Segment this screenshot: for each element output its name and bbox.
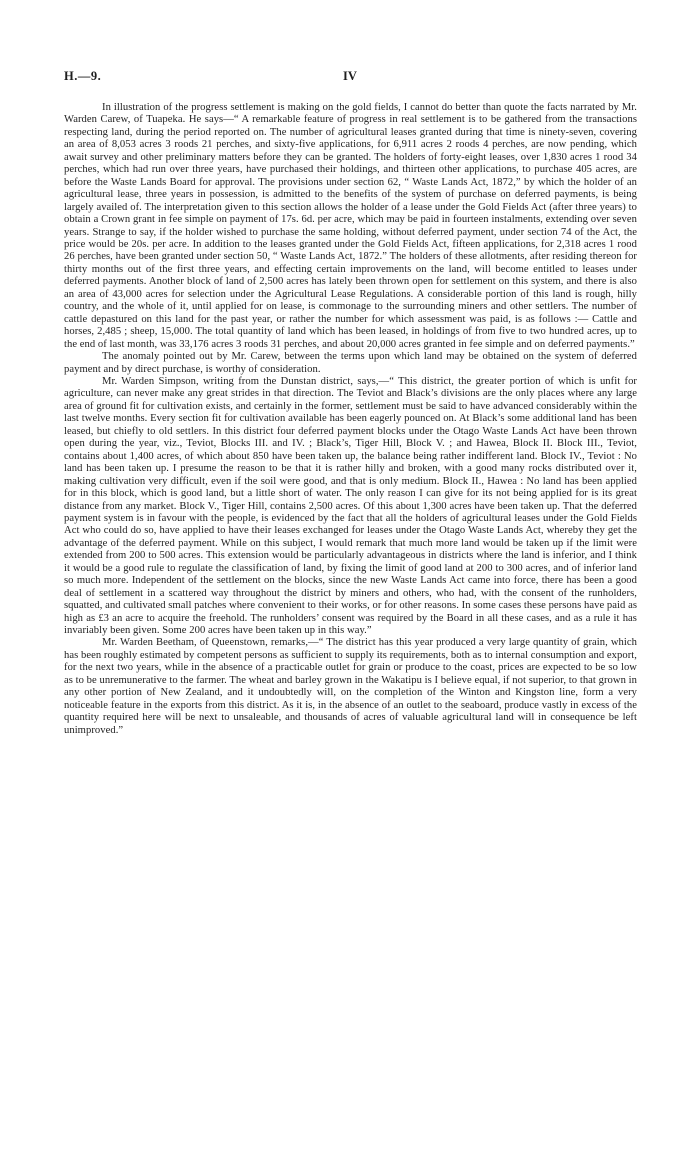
report-body	[64, 102, 637, 737]
paper-reference: H.—9.	[64, 69, 102, 83]
paragraph-anomaly-note: The anomaly pointed out by Mr. Carew, between the terms upon which land may be obtained on the system of deferred payment and by direct purchase, is worthy of consideration.	[64, 351, 637, 375]
paragraph-dunstan-report: Mr. Warden Simpson, writing from the Dunstan district, says,—“ This district, the greater portion of which is unfit for agriculture, can never make any great strides in that direction. The Teviot and Black’s divisions are the only places where any large area of ground fit for cultivation exists, and certainly in the former, settlement must be said to have advanced considerably within the last twelve months. Every section fit for cultivation available has been eagerly pounced on. At Black’s some additional land has been leased, but chiefly to old settlers. In this district four deferred payment blocks under the Otago Waste Lands Act have been thrown open during the year, viz., Teviot, Blocks III. and IV. ; Black’s, Tiger Hill, Block V. ; and Hawea, Block II. Block III., Teviot, contains about 1,400 acres, of which about 850 have been taken up, the balance being rather indifferent land. Block IV., Teviot : No land has been taken up. I presume the reason to be that it is rather hilly and broken, with a good many rocks distributed over it, making cultivation very difficult, even if the soil were good, and that is only medium. Block II., Hawea : No land has been applied for in this block, which is good land, but a little short of water. The only reason I can give for its not being applied for is its great distance from any market. Block V., Tiger Hill, contains 2,500 acres. Of this about 1,300 acres have been taken up. That the deferred payment system is in favour with the people, is evidenced by the fact that all the holders of agricultural leases under the Gold Fields Act who could do so, have applied to have their leases exchanged for leases under the Otago Waste Lands Act, whereby they get the advantage of the deferred payment. While on this subject, I would remark that much more land would be taken up if the limit were extended from 200 to 500 acres. This extension would be particularly advantageous in districts where the land is inferior, and I think it would be a good rule to regulate the classification of land, by fixing the limit of good land at 200 to 300 acres, and of inferior land so much more. Independent of the settlement on the blocks, since the new Waste Lands Act came into force, there has been a good deal of settlement in a scattered way throughout the district by miners and others, who had, with the consent of the runholders, squatted, and cultivated small patches where convenient to their works, or for other reasons. In some cases these persons have paid as high as £3 an acre to acquire the freehold. The runholders’ consent was required by the Board in all these cases, and as a rule it has invariably been given. Some 200 acres have been taken up in this way.”	[64, 375, 637, 637]
paragraph-queenstown-report: Mr. Warden Beetham, of Queenstown, remarks,—“ The district has this year produced a very large quantity of grain, which has been roughly estimated by competent persons as sufficient to supply its requirements, both as to internal consumption and export, for the next two years, while in the absence of a practicable outlet for grain or produce to the coast, prices are expected to be so low as to be unremunerative to the farmer. The wheat and barley grown in the Wakatipu is I believe equal, if not superior, to that grown in any other portion of New Zealand, and it undoubtedly will, on the completion of the Winton and Kingston line, form a very noticeable feature in the exports from this district. As it is, in the absence of an outlet to the seaboard, produce vastly in excess of the quantity required here will be next to unsaleable, and thousands of acres of valuable agricultural land will in consequence be left unimproved.”	[64, 637, 637, 736]
page-number: IV	[343, 69, 357, 83]
paragraph-tuapeka-report: In illustration of the progress settlement is making on the gold fields, I cannot do better than quote the facts narrated by Mr. Warden Carew, of Tuapeka. He says—“ A remarkable feature of progress in real settlement is to be gathered from the transactions respecting land, during the period reported on. The number of agricultural leases granted during that time is ninety-seven, covering an area of 8,053 acres 3 roods 21 perches, and sixty-five applications, for 6,911 acres 2 roods 4 perches, are now pending, which await survey and other preliminary matters before they can be granted. The holders of forty-eight leases, over 1,830 acres 1 rood 34 perches, which had run over three years, have purchased their holdings, and thirteen other applications, to purchase 405 acres, are before the Waste Lands Board for approval. The provisions under section 62, “ Waste Lands Act, 1872,” by which the holder of an agricultural lease, three years in possession, is admitted to the benefits of the system of purchase on deferred payments, is being largely availed of. The interpretation given to this section allows the holder of a lease under the Gold Fields Act (after three years) to obtain a Crown grant in fee simple on payment of 17s. 6d. per acre, which may be paid in fourteen instalments, extending over seven years. Strange to say, if the holder wished to purchase the same holding, without deferred payment, under section 74 of the Act, the price would be 20s. per acre. In addition to the leases granted under the Gold Fields Act, fifteen applications, for 2,318 acres 1 rood 26 perches, have been granted under section 50, “ Waste Lands Act, 1872.” The holders of these allotments, after residing thereon for thirty months out of the first three years, and effecting certain improvements on the land, will become entitled to leases under deferred payments. Another block of land of 2,500 acres has lately been thrown open for settlement on this system, and there is also an area of 43,000 acres for selection under the Agricultural Lease Regulations. A considerable portion of this land is rough, hilly country, and the whole of it, until applied for on lease, is commonage to the surrounding miners and other settlers. The number of cattle depastured on this land for the past year, or rather the number for which assessment was paid, is as follows :— Cattle and horses, 2,485 ; sheep, 15,000. The total quantity of land which has been leased, in holdings of from five to two hundred acres, up to the end of last month, was 33,176 acres 3 roods 31 perches, and about 20,000 acres granted in fee simple and on deferred payments.”	[64, 102, 637, 350]
page-header	[64, 69, 636, 85]
